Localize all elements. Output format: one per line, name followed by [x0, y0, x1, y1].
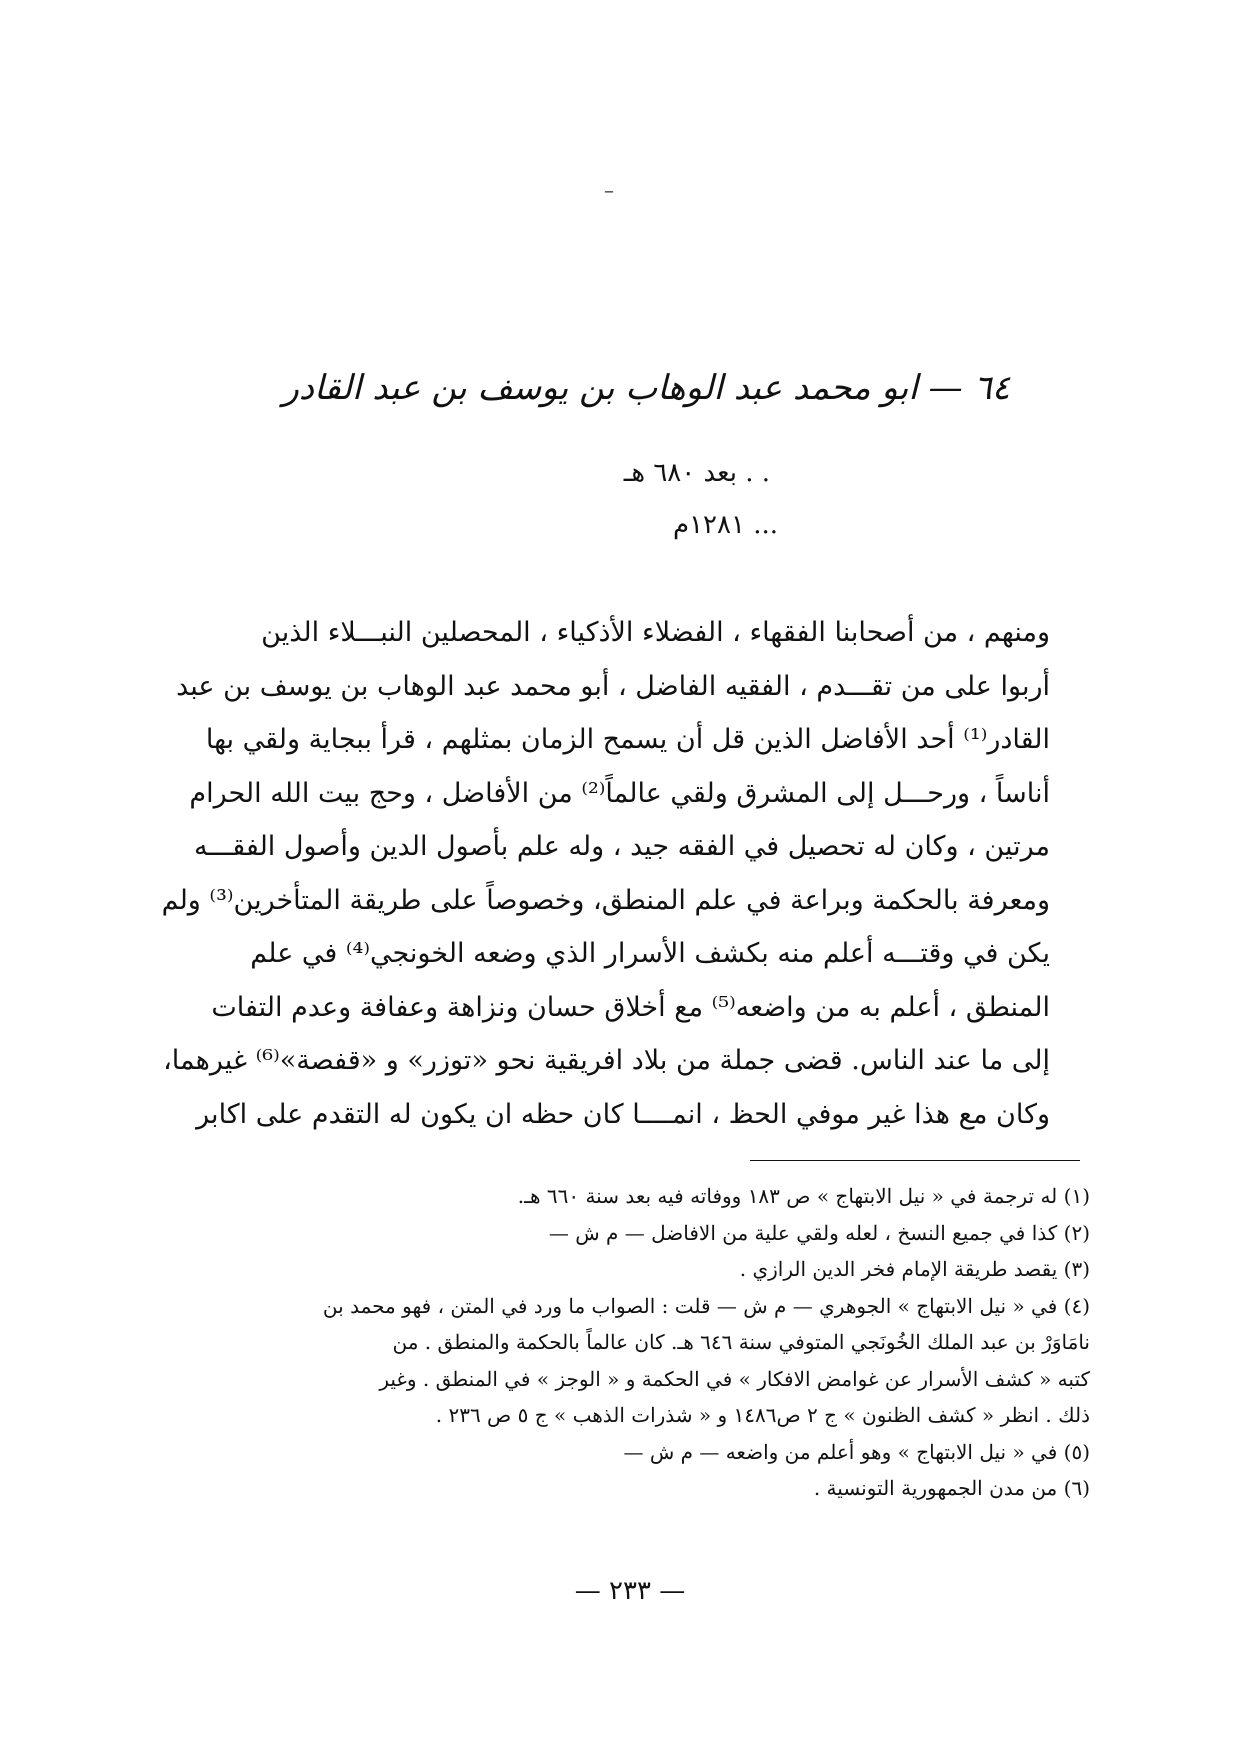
- date-gregorian: ... ١٢٨١م: [672, 510, 778, 540]
- text-line: مرتين ، وكان له تحصيل في الفقه جيد ، وله علم بأصول الدين وأصول الفقـــه: [194, 831, 1050, 862]
- date-hijri: . . بعد ٦٨٠ هـ: [623, 458, 770, 488]
- scan-mark: –: [604, 178, 614, 202]
- footnote-line: ذلك . انظر « كشف الظنون » ج ٢ ص١٤٨٦ و « شذرات الذهب » ج ٥ ص ٢٣٦ .: [435, 1403, 1090, 1427]
- text-line: أناساً ، ورحـــل إلى المشرق ولقي عالماً⁽²⁾ من الأفاضل ، وحج بيت الله الحرام: [189, 777, 1050, 809]
- text-line: إلى ما عند الناس. قضى جملة من بلاد افريقية نحو «توزر» و «قفصة»⁽⁶⁾ غيرهما،: [163, 1045, 1050, 1076]
- text-line: أربوا على من تقـــدم ، الفقيه الفاضل ، أبو محمد عبد الوهاب بن يوسف بن عبد: [176, 670, 1050, 702]
- footnote-line: (٢) كذا في جميع النسخ ، لعله ولقي علية من الافاضل — م ش —: [548, 1220, 1090, 1245]
- text-line: يكن في وقتـــه أعلم منه بكشف الأسرار الذي وضعه الخونجي⁽⁴⁾ في علم: [250, 938, 1050, 969]
- footnote-line: (٦) من مدن الجمهورية التونسية .: [813, 1476, 1090, 1500]
- footnote-line: كتبه « كشف الأسرار عن غوامض الافكار » في الحكمة و « الوجز » في المنطق . وغير: [379, 1366, 1090, 1391]
- footnote-line: نامَاوَرْ بن عبد الملك الخُونَجي المتوفي سنة ٦٤٦ هـ. كان عالماً بالحكمة والمنطق . من: [392, 1330, 1090, 1354]
- footnote-line: (٣) يقصد طريقة الإمام فخر الدين الرازي .: [739, 1257, 1090, 1281]
- text-line: القادر⁽¹⁾ أحد الأفاضل الذين قل أن يسمح الزمان بمثلهم ، قرأ ببجاية ولقي بها: [205, 724, 1050, 755]
- entry-title: ٦٤ — ابو محمد عبد الوهاب بن يوسف بن عبد القادر: [282, 368, 1010, 408]
- text-line: وكان مع هذا غير موفي الحظ ، انمــــا كان حظه ان يكون له التقدم على اكابر: [196, 1098, 1050, 1130]
- footnote-line: (٥) في « نيل الابتهاج » وهو أعلم من واضعه — م ش —: [623, 1439, 1090, 1464]
- page-number: — ٢٣٣ —: [574, 1576, 686, 1606]
- text-line: المنطق ، أعلم به من واضعه⁽⁵⁾ مع أخلاق حسان ونزاهة وعفافة وعدم التفات: [211, 991, 1050, 1023]
- text-line: ومعرفة بالحكمة وبراعة في علم المنطق، وخصوصاً على طريقة المتأخرين⁽³⁾ ولم: [161, 884, 1050, 916]
- footnote-line: (١) له ترجمة في « نيل الابتهاج » ص ١٨٣ ووفاته فيه بعد سنة ٦٦٠ هـ.: [517, 1184, 1090, 1208]
- text-line: ومنهم ، من أصحابنا الفقهاء ، الفضلاء الأذكياء ، المحصلين النبـــلاء الذين: [261, 617, 1050, 648]
- main-text: [161, 606, 1050, 1141]
- footnote-line: (٤) في « نيل الابتهاج » الجوهري — م ش — قلت : الصواب ما ورد في المتن ، فهو محمد بن: [322, 1293, 1090, 1318]
- footnote-divider: [750, 1160, 1080, 1161]
- footnotes: [322, 1178, 1090, 1507]
